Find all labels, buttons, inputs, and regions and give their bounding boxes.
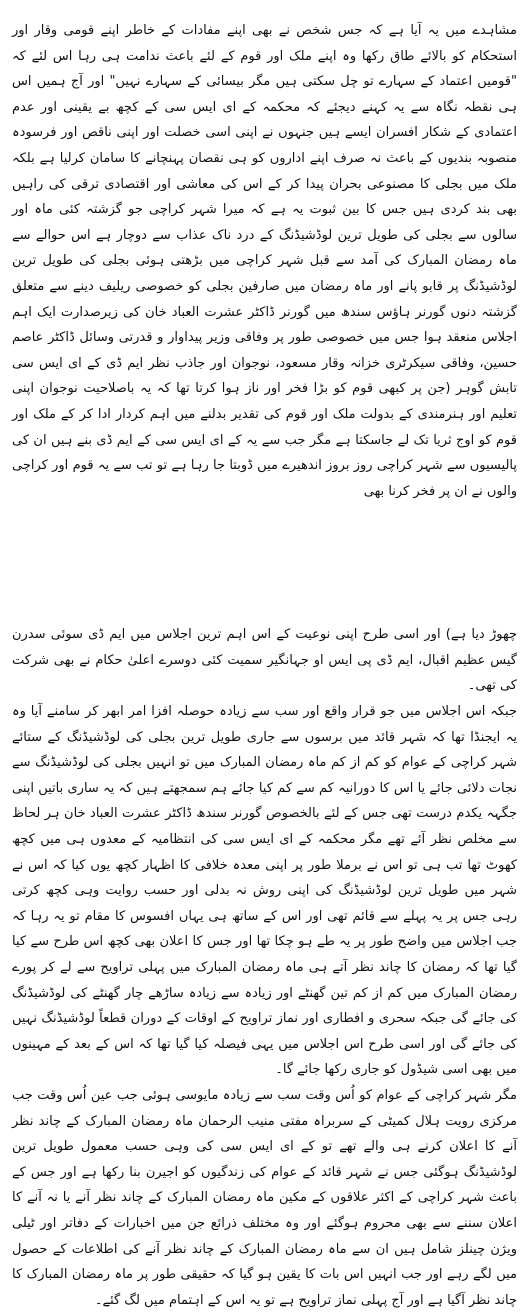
article-paragraph-2: چھوڑ دیا ہے) اور اسی طرح اپنی نوعیت کے اس اہم ترین اجلاس میں ایم ڈی سوئی سدرن گیس عظیم اقبال، ایم ڈی پی ایس او جہانگیر سمیت کئی دوسرے اعلیٰ حکام نے بھی شرکت کی تھی۔ bbox=[12, 627, 517, 694]
article-paragraph-4: مگر شہر کراچی کے عوام کو اُس وقت سب سے زیادہ مایوسی ہوئی جب عین اُس وقت جب مرکزی رویت ہلال کمیٹی کے سربراہ مفتی منیب الرحمان ماہ رمضان المبارک کے چاند نظر آنے کا اعلان کرنے ہی والے تھے تو کے ای ایس سی کی وہی حسب معمول طویل ترین لوڈشیڈنگ ہوگئی جس نے شہر قائد کے عوام کی زندگیوں کو اجیرن بنا رکھا ہے اور جس کے باعث شہر کراچی کے اکثر علاقوں کے مکین ماہ رمضان المبارک کے چاند نظر آنے یا نہ آنے کا اعلان سننے سے بھی محروم ہوگئے اور وہ مختلف ذرائع جن میں اخبارات کے دفاتر اور ٹیلی ویژن چینلز شامل ہیں ان سے ماہ رمضان المبارک کے چاند نظر آنے کی اطلاعات کے حصول میں لگے رہے اور جب انہیں اس بات کا یقین ہو گیا کہ حقیقی طور پر ماہ رمضان المبارک کا چاند نظر آگیا ہے اور آج پہلی نماز تراویح ہے تو یہ اس کے اہتمام میں لگ گئے۔ bbox=[12, 1087, 517, 1308]
article-paragraph-1: مشاہدے میں یہ آیا ہے کہ جس شخص نے بھی اپنے مفادات کے خاطر اپنے قومی وقار اور استحکام کو بالائے طاق رکھا وہ اپنے ملک اور قوم کے لئے باعث ندامت ہی رہا اس لئے کہ "قومیں اعتماد کے سہارے تو چل سکتی ہیں مگر بیسائی کے سہارے نہیں" اور آج ہمیں اس ہی نقطہ نگاہ سے یہ کہنے دیجئے کہ محکمہ کے ای ایس سی کے کچھ بے یقینی اور عدم اعتمادی کے شکار افسران ایسے ہیں جنہوں نے اپنی اسی خصلت اور اپنی ناقص اور فرسودہ منصوبہ بندیوں کے باعث نہ صرف اپنے اداروں کو ہی نقصان پہنچانے کا سامان کرلیا ہے بلکہ ملک میں بجلی کا مصنوعی بحران پیدا کر کے اس کی معاشی اور اقتصادی ترقی کی راہیں بھی بند کردی ہیں جس کا بین ثبوت یہ ہے کہ میرا شہر کراچی جو گزشتہ کئی ماہ اور سالوں سے بجلی کی طویل ترین لوڈشیڈنگ کے درد ناک عذاب سے دوچار ہے اس حوالے سے ماہ رمضان المبارک کی آمد سے قبل شہر کراچی میں بڑھتی ہوئی بجلی کی طویل ترین لوڈشیڈنگ پر قابو پانے اور ماہ رمضان میں صارفین بجلی کو خصوصی ریلیف دینے سے متعلق گزشتہ دنوں گورنر ہاؤس سندھ میں گورنر ڈاکٹر عشرت العباد خان کی زیرصدارت ایک اہم اجلاس منعقد ہوا جس میں خصوصی طور پر وفاقی وزیر پیداوار و قدرتی وسائل ڈاکٹر عاصم حسین، وفاقی سیکرٹری خزانہ وقار مسعود، نوجوان اور جاذب نظر ایم ڈی کے ای ایس سی تابش گوہر (جن پر کبھی قوم کو بڑا فخر اور ناز ہوا کرتا تھا کہ یہ باصلاحیت نوجوان اپنی تعلیم اور ہنرمندی کے بدولت ملک اور قوم کی تقدیر بدلنے میں اہم کردار ادا کر کے ملک اور قوم کو اوج ثریا تک لے جاسکتا ہے مگر جب سے یہ کے ای ایس سی کے ایم ڈی بنے ہیں ان کی پالیسیوں سے شہر کراچی روز بروز اندھیرے میں ڈوبتا جا رہا ہے تو تب سے یہ قوم اور کراچی والوں نے ان پر فخر کرنا بھی bbox=[12, 23, 517, 499]
article-paragraph-3: جبکہ اس اجلاس میں جو قرار واقع اور سب سے زیادہ حوصلہ افزا امر ابھر کر سامنے آیا وہ یہ ایجنڈا تھا کہ شہر قائد میں برسوں سے جاری طویل ترین بجلی کی لوڈشیڈنگ کے ستائے شہر کراچی کے عوام کو کم از کم ماہ رمضان المبارک میں تو انہیں بجلی کی لوڈشیڈنگ سے نجات دلائی جائے یا اس کا دورانیہ کم سے کم کیا جائے ہم سمجھتے ہیں کہ یہ ساری باتیں اپنی جگہہ یکدم درست تھی جس کے لئے بالخصوص گورنر سندھ ڈاکٹر عشرت العباد خان ہر لحاظ سے مخلص نظر آئے تھے مگر محکمہ کے ای ایس سی کی انتظامیہ کے معدوں ہی میں کچھ کھوٹ تھا تب ہی تو اس نے برملا طور پر اپنی معدہ خلافی کا اظہار کچھ یوں کیا کہ اس نے شہر میں طویل ترین لوڈشیڈنگ کی اپنی روش نہ بدلی اور حسب روایت وہی کچھ کرتی رہی جس پر یہ پہلے سے قائم تھی اور اس کے ساتھ ہی یہاں افسوس کا مقام تو یہ رہا کہ جب اجلاس میں واضح طور پر یہ طے ہو چکا تھا اور جس کا اعلان بھی کچھ اس طرح سے کیا گیا تھا کہ رمضان کا چاند نظر آتے ہی ماہ رمضان المبارک میں پہلی تراویح سے لے کر پورے رمضان المبارک میں کم از کم تین گھنٹے اور زیادہ سے زیادہ ساڑھے چار گھنٹے کی لوڈشیڈنگ کی جائے گی جبکہ سحری و افطاری اور نماز تراویح کے اوقات کے دوران قطعاً لوڈشیڈنگ نہیں کی جائے گی اور اسی طرح اس اجلاس میں یہی فیصلہ کیا گیا تھا کہ اس کے بعد کے مہینوں میں بھی اسی شیڈول کو جاری رکھا جائے گا۔ bbox=[12, 704, 517, 1078]
column-break-gap bbox=[12, 504, 517, 622]
